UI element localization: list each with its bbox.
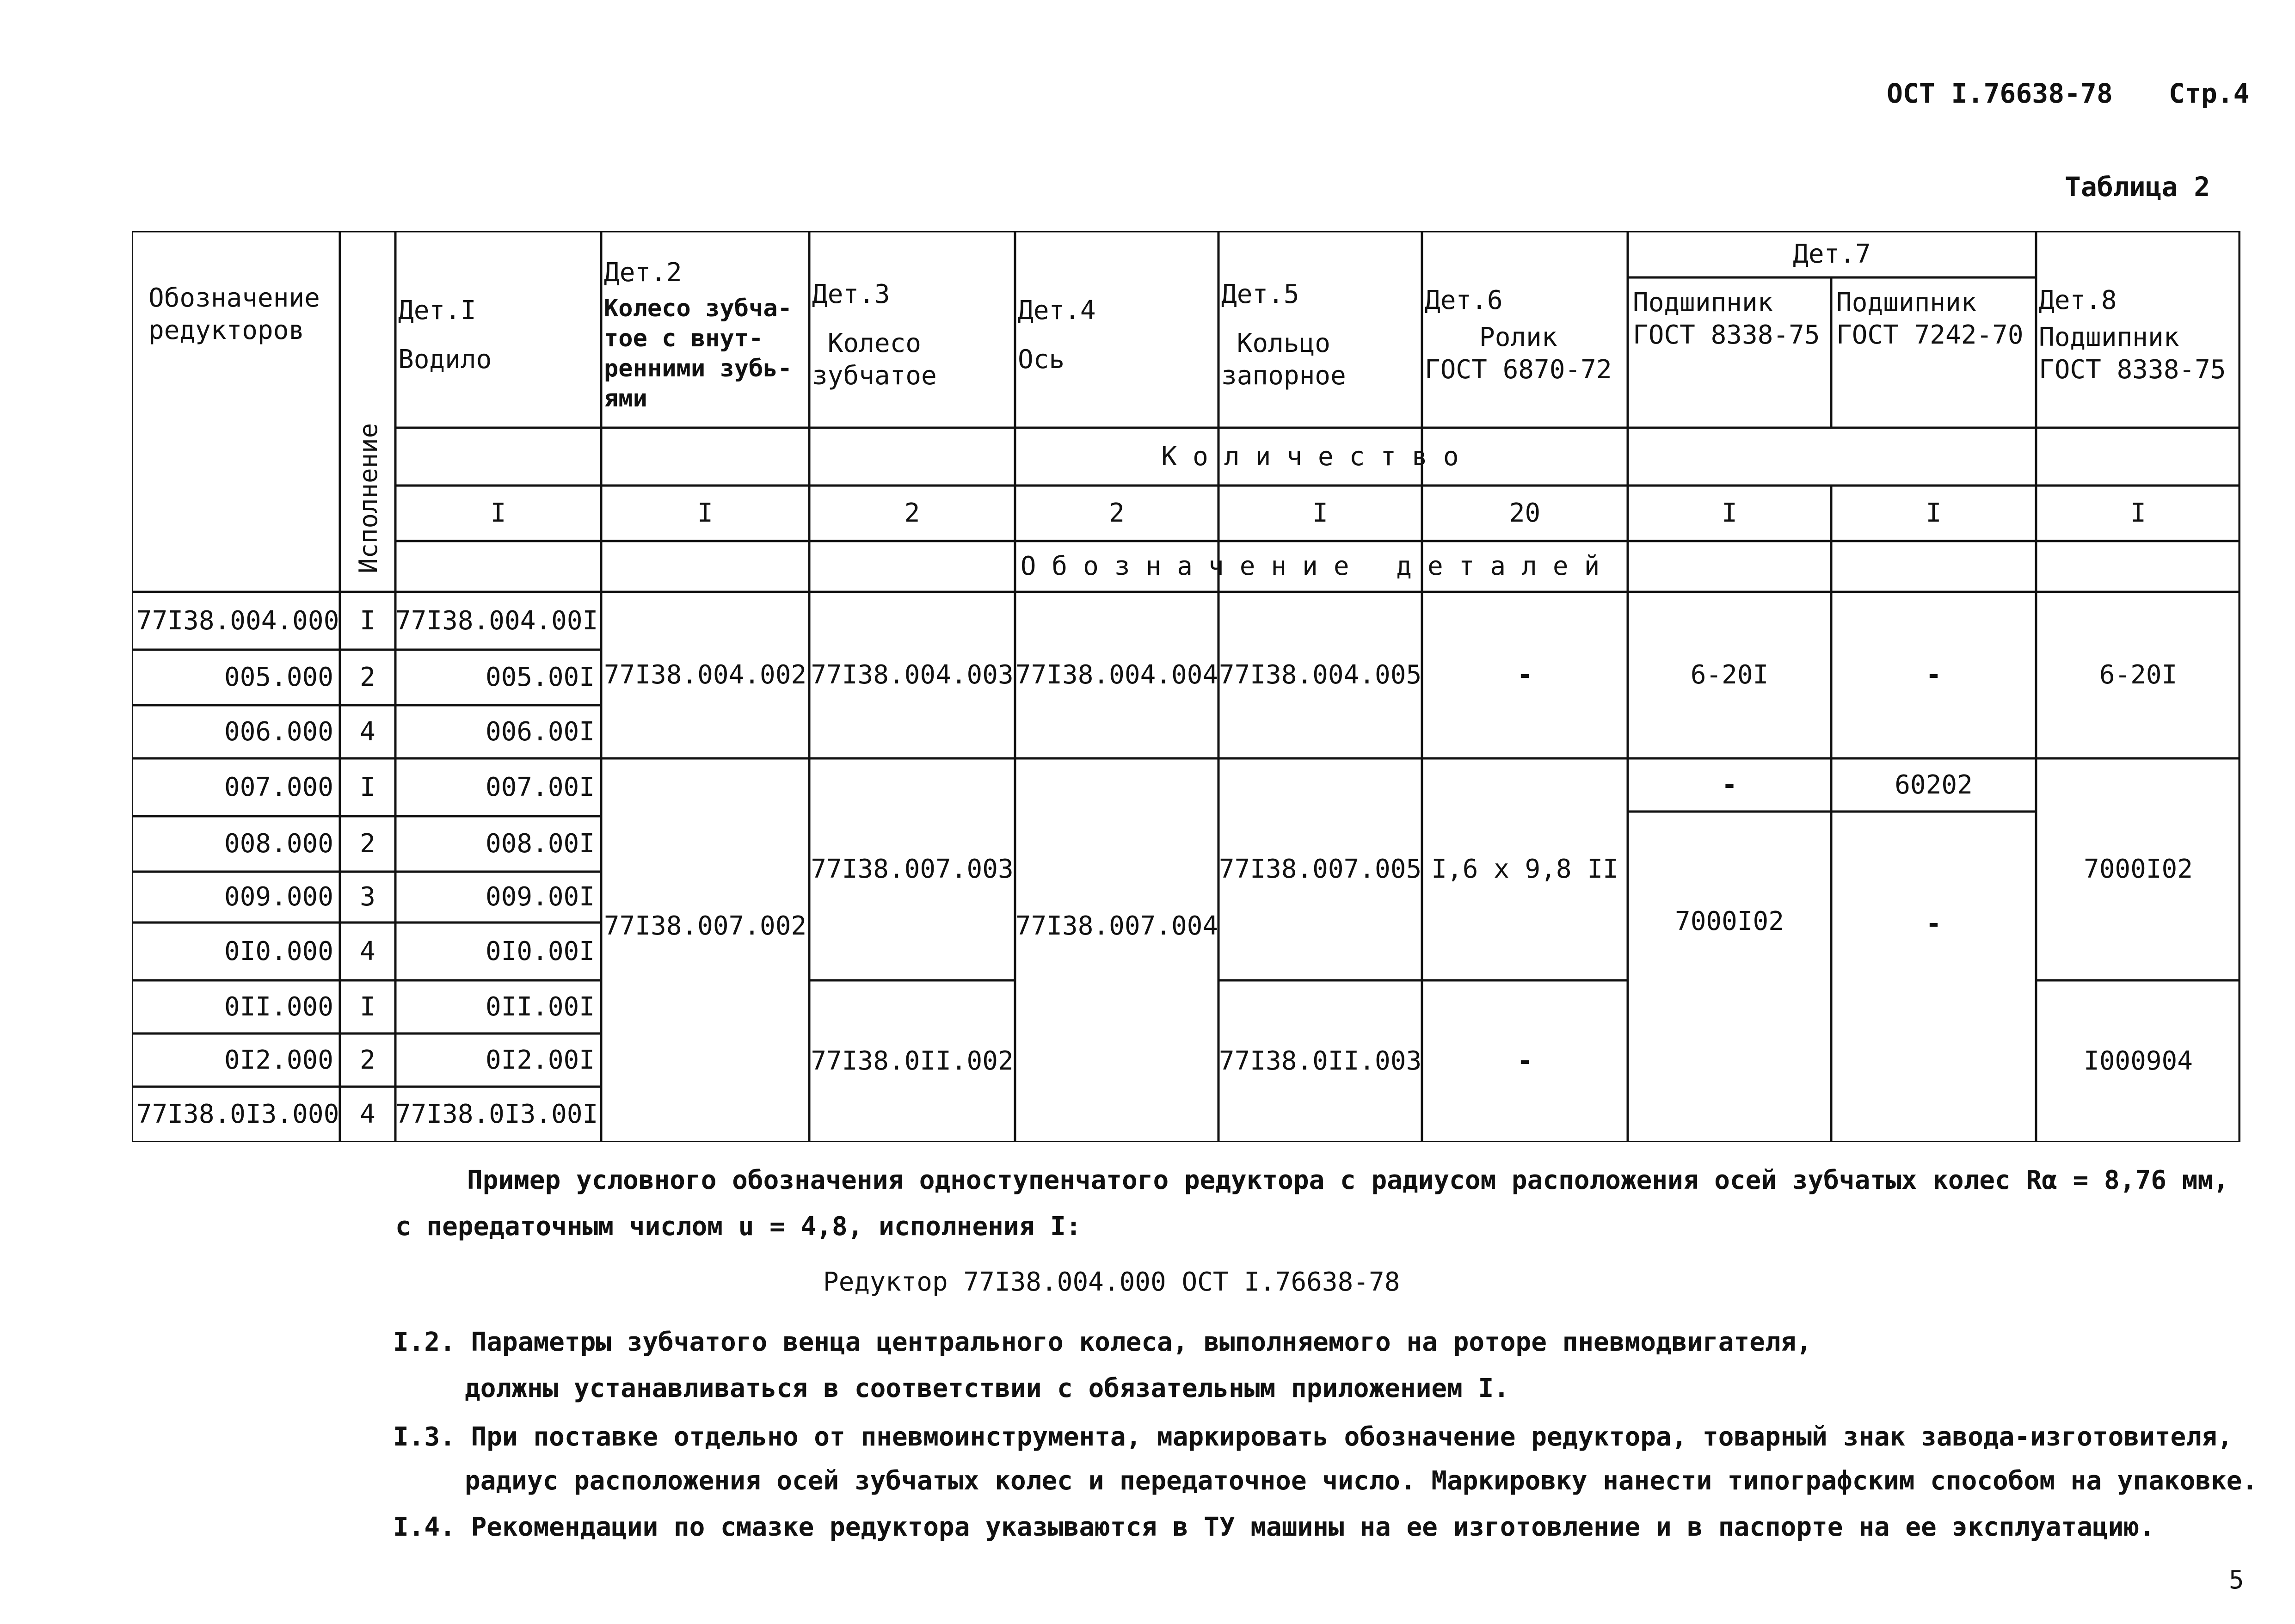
part-header-7b: Подшипник ГОСТ 7242-70 xyxy=(1836,288,2024,350)
row-det1: 77I38.004.00I xyxy=(395,605,598,636)
row-version: 2 xyxy=(360,1045,375,1075)
row-version: 4 xyxy=(360,716,375,747)
row-designation: 0I0.000 xyxy=(224,936,333,966)
part-header-8: Дет.8 Подшипник ГОСТ 8338-75 xyxy=(2039,285,2226,385)
standard-number: ОСТ I.76638-78 xyxy=(1887,78,2113,109)
details-header: Обозначение деталей xyxy=(1020,551,1616,581)
para-1-4-line1: Рекомендации по смазке редуктора указываются в ТУ машины на ее изготовление и в паспорте на ее эксплуатацию. xyxy=(471,1512,2155,1542)
row-designation: 77I38.004.000 xyxy=(136,605,339,636)
g1-det7b: - xyxy=(1926,660,1942,690)
row-version: 4 xyxy=(360,936,375,966)
g2-det3b: 77I38.0II.002 xyxy=(811,1046,1014,1076)
qty-8: I xyxy=(2130,498,2146,528)
g2-det4: 77I38.007.004 xyxy=(1015,910,1218,941)
row-designation: 005.000 xyxy=(224,662,333,692)
version-header: Исполнение xyxy=(354,423,383,573)
g1-det2: 77I38.004.002 xyxy=(603,660,807,690)
para-1-3-line1: При поставке отдельно от пневмоинструмента, маркировать обозначение редуктора, товарный знак завода-изготовителя, xyxy=(471,1422,2233,1452)
part-header-5: Дет.5 Кольцо запорное xyxy=(1221,279,1346,391)
row-version: 4 xyxy=(360,1099,375,1129)
qty-2: I xyxy=(697,498,713,528)
row-det1: 0II.00I xyxy=(485,991,595,1022)
para-1-3-num: I.3. xyxy=(393,1422,455,1452)
row-designation: 0II.000 xyxy=(224,991,333,1022)
row-version: I xyxy=(360,991,375,1022)
row-version: I xyxy=(360,772,375,802)
part-header-7: Дет.7 xyxy=(1793,239,1871,269)
example-line-1: Пример условного обозначения одноступенчатого редуктора с радиусом расположения осей зубчатых колес Rα = 8,76 мм, xyxy=(467,1165,2229,1195)
g2-det3a: 77I38.007.003 xyxy=(811,854,1014,884)
qty-6: 20 xyxy=(1509,498,1541,528)
part-header-6: Дет.6 Ролик ГОСТ 6870-72 xyxy=(1425,285,1612,385)
example-designation: Редуктор 77I38.004.000 ОСТ I.76638-78 xyxy=(823,1267,1400,1297)
part-header-2: Дет.2 Колесо зубча- тое с внут- ренними зубь- ями xyxy=(604,257,792,412)
g2-det8b: I000904 xyxy=(2083,1046,2193,1076)
para-1-4 xyxy=(393,1512,2155,1542)
row-det1: 009.00I xyxy=(485,882,595,912)
g2-det7a-bottom: 7000I02 xyxy=(1674,906,1784,936)
para-1-2-line2: должны устанавливаться в соответствии с обязательным приложением I. xyxy=(465,1373,1509,1403)
qty-5: I xyxy=(1312,498,1328,528)
row-version: 3 xyxy=(360,882,375,912)
part-header-7a: Подшипник ГОСТ 8338-75 xyxy=(1633,288,1820,350)
row-det1: 006.00I xyxy=(485,716,595,747)
parts-table xyxy=(132,231,2240,1142)
g1-det6: - xyxy=(1517,660,1533,690)
row-det1: 0I2.00I xyxy=(485,1045,595,1075)
example-line-2: с передаточным числом u = 4,8, исполнения I: xyxy=(395,1212,1082,1242)
row-designation: 77I38.0I3.000 xyxy=(136,1099,339,1129)
row-det1: 008.00I xyxy=(485,829,595,859)
para-1-2 xyxy=(393,1327,1812,1357)
g1-det8: 6-20I xyxy=(2099,660,2178,690)
g1-det5: 77I38.004.005 xyxy=(1218,660,1422,690)
g2-det7b-bottom: - xyxy=(1926,908,1942,939)
qty-4: 2 xyxy=(1109,498,1125,528)
row-det1: 005.00I xyxy=(485,662,595,692)
row-designation: 009.000 xyxy=(224,882,333,912)
part-header-3: Дет.3 Колесо зубчатое xyxy=(812,279,937,391)
part-header-4: Дет.4 Ось xyxy=(1018,295,1096,375)
page-label: Стр.4 xyxy=(2169,78,2250,109)
row-version: I xyxy=(360,605,375,636)
qty-7a: I xyxy=(1722,498,1737,528)
qty-7b: I xyxy=(1926,498,1942,528)
g2-det7a-top: - xyxy=(1722,769,1737,800)
table-title: Таблица 2 xyxy=(2065,171,2210,203)
qty-3: 2 xyxy=(904,498,920,528)
qty-1: I xyxy=(490,498,506,528)
para-1-3-line2: радиус расположения осей зубчатых колес и передаточное число. Маркировку нанести типографским способом на упаковке. xyxy=(465,1466,2258,1496)
para-1-3 xyxy=(393,1422,2233,1452)
row-det1: 0I0.00I xyxy=(485,936,595,966)
para-1-4-num: I.4. xyxy=(393,1512,455,1542)
g1-det4: 77I38.004.004 xyxy=(1015,660,1218,690)
part-header-1: Дет.I Водило xyxy=(398,295,492,375)
row-det1: 007.00I xyxy=(485,772,595,802)
g2-det2: 77I38.007.002 xyxy=(603,910,807,941)
page-number: 5 xyxy=(2229,1565,2244,1594)
row-designation: 007.000 xyxy=(224,772,333,802)
row-version: 2 xyxy=(360,662,375,692)
g2-det6a: I,6 x 9,8 II xyxy=(1431,854,1618,884)
g2-det6b: - xyxy=(1517,1046,1533,1076)
row-version: 2 xyxy=(360,829,375,859)
g2-det5b: 77I38.0II.003 xyxy=(1218,1046,1422,1076)
g2-det5a: 77I38.007.005 xyxy=(1218,854,1422,884)
para-1-2-line1: Параметры зубчатого венца центрального колеса, выполняемого на роторе пневмодвигателя, xyxy=(471,1327,1812,1357)
row-designation: 0I2.000 xyxy=(224,1045,333,1075)
row-designation: 006.000 xyxy=(224,716,333,747)
g1-det7a: 6-20I xyxy=(1690,660,1769,690)
row-designation: 008.000 xyxy=(224,829,333,859)
quantity-header: Количество xyxy=(1161,441,1475,472)
para-1-2-num: I.2. xyxy=(393,1327,455,1357)
row-det1: 77I38.0I3.00I xyxy=(395,1099,598,1129)
g1-det3: 77I38.004.003 xyxy=(811,660,1014,690)
designation-header: Обозначение редукторов xyxy=(148,283,320,345)
g2-det7b-top: 60202 xyxy=(1895,769,1973,800)
g2-det8a: 7000I02 xyxy=(2083,854,2193,884)
